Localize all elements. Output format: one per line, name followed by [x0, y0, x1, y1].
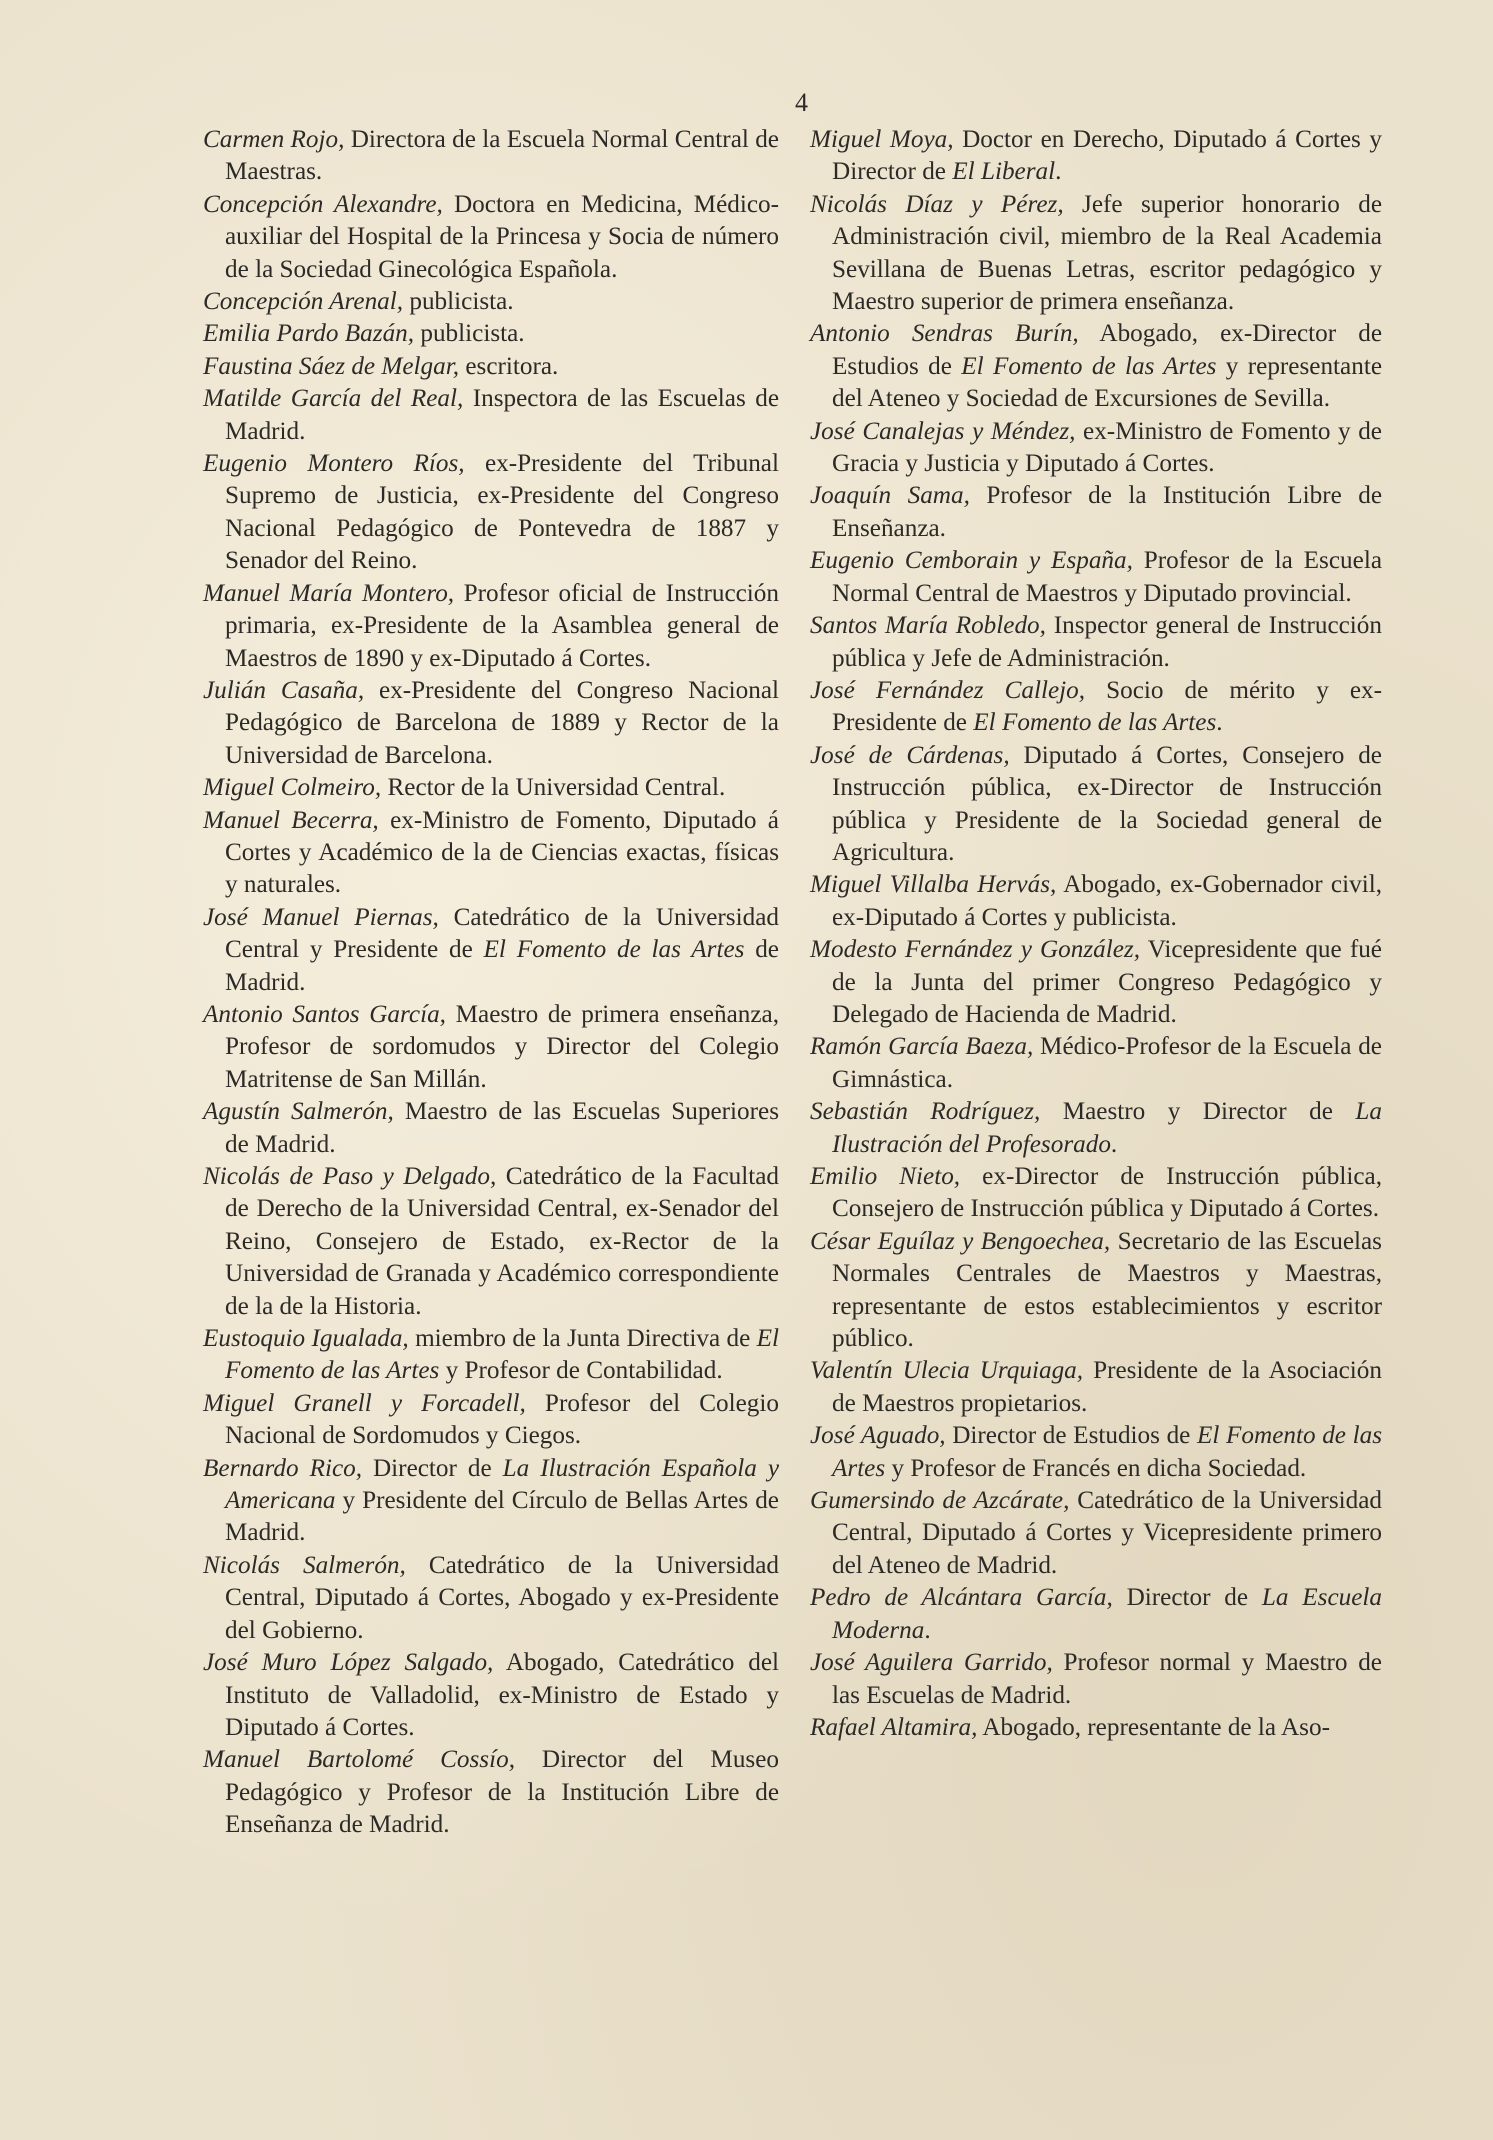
- entry-name: Rafael Altamira,: [810, 1713, 978, 1741]
- entry-text: Profesor oficial de Instrucción primaria, ex-Presidente de la Asamblea general de Maestros de 1890 y ex-Diputado á Cortes.: [225, 579, 779, 672]
- entry-text: Inspector general de Instrucción pública y Jefe de Administración.: [832, 612, 1382, 672]
- entry-name: Nicolás Salmerón,: [203, 1551, 406, 1579]
- entry: [203, 318, 779, 350]
- entry-name: José Fernández Callejo,: [810, 676, 1086, 704]
- entry-text: Catedrático de la Universidad Central, Diputado á Cortes, Abogado y ex-Presidente del Gobierno.: [225, 1551, 779, 1644]
- entry: [203, 1096, 779, 1161]
- entry-text: Abogado, Catedrático del Instituto de Valladolid, ex-Ministro de Estado y Diputado á Cortes.: [225, 1649, 779, 1741]
- entry: [203, 1744, 779, 1841]
- entry: [203, 902, 779, 999]
- entry-name: Manuel Bartolomé Cossío,: [203, 1746, 515, 1774]
- entry-name: Emilio Nieto,: [810, 1163, 961, 1190]
- entry-text: Vicepresidente que fué de la Junta del primer Congreso Pedagógico y Delegado de Hacienda de Madrid.: [832, 936, 1382, 1028]
- entry-text: ex-Ministro de Fomento y de Gracia y Justicia y Diputado á Cortes.: [832, 417, 1382, 478]
- entry-text: Doctor en Derecho, Diputado á Cortes y Director de: [832, 126, 1382, 186]
- entry-name: Carmen Rojo,: [203, 126, 345, 153]
- left-column: [203, 124, 779, 1842]
- entry-text: Maestro de las Escuelas Superiores de Madrid.: [225, 1098, 779, 1158]
- entry: [203, 1161, 779, 1323]
- entry-name: Miguel Moya,: [810, 126, 954, 153]
- entry: [203, 1453, 779, 1550]
- entry-text-tail: .: [1216, 709, 1223, 737]
- entry-text-tail: y Presidente del Círculo de Bellas Artes de Madrid.: [225, 1487, 779, 1547]
- entry: [810, 189, 1382, 319]
- entry-text: Profesor de la Institución Libre de Enseñanza.: [832, 482, 1383, 542]
- entry-text-tail: de Madrid.: [225, 936, 779, 996]
- entry: [203, 1388, 779, 1453]
- entry: [810, 1647, 1382, 1712]
- entry-name: Manuel Becerra,: [203, 806, 379, 834]
- entry-text-tail: .: [1110, 1130, 1118, 1158]
- entry-name: José Aguado,: [810, 1422, 946, 1450]
- entry: [810, 934, 1382, 1031]
- entry-name: Agustín Salmerón,: [203, 1098, 394, 1126]
- entry-name: Miguel Villalba Hervás,: [810, 871, 1057, 899]
- entry-text-tail: y Profesor de Contabilidad.: [439, 1357, 723, 1385]
- entry: [203, 351, 779, 383]
- entry: [810, 1420, 1382, 1485]
- entry-text: ex-Ministro de Fomento, Diputado á Cortes y Académico de la de Ciencias exactas, físicas y naturales.: [225, 806, 779, 899]
- entry-publication-title: La Escuela Moderna: [832, 1584, 1382, 1644]
- entry: [810, 1096, 1382, 1161]
- entry-text: Maestro y Director de: [1040, 1098, 1356, 1126]
- entry-publication-title: El Fomento de las Artes: [832, 1422, 1382, 1482]
- entry-text: Profesor de la Escuela Normal Central de Maestros y Diputado provincial.: [832, 547, 1382, 607]
- entry-name: Pedro de Alcántara García,: [810, 1584, 1113, 1612]
- entry: [810, 1161, 1382, 1226]
- page-number: 4: [795, 88, 808, 117]
- entry-text-tail: y representante del Ateneo y Sociedad de Excursiones de Sevilla.: [832, 352, 1382, 413]
- entry-text: Doctora en Medicina, Médico-auxiliar del Hospital de la Princesa y Socia de número de la Sociedad Ginecológica Española.: [225, 190, 780, 283]
- entry-text: Catedrático de la Facultad de Derecho de la Universidad Central, ex-Senador del Reino, Consejero de Estado, ex-Rector de la Universidad de Granada y Académico correspondiente de la de la Historia.: [225, 1163, 779, 1320]
- entry-name: César Eguílaz y Bengoechea,: [810, 1227, 1111, 1255]
- entry: [810, 869, 1382, 934]
- entry-text-tail: y Profesor de Francés en dicha Sociedad.: [885, 1454, 1307, 1482]
- entry-name: Eugenio Cemborain y España,: [810, 547, 1133, 575]
- entry: [203, 383, 779, 448]
- entry: [810, 1226, 1382, 1356]
- entry-text: Abogado, ex-Gobernador civil, ex-Diputado á Cortes y publicista.: [832, 871, 1382, 931]
- entry-text: ex-Director de Instrucción pública, Consejero de Instrucción pública y Diputado á Cortes.: [832, 1163, 1382, 1223]
- entry-name: Sebastián Rodríguez,: [810, 1098, 1041, 1126]
- entry-name: Miguel Colmeiro,: [203, 774, 382, 802]
- entry-text: publicista.: [414, 320, 525, 348]
- entry-name: Concepción Arenal,: [203, 288, 404, 316]
- entry-name: Manuel María Montero,: [203, 579, 455, 607]
- entry: [810, 480, 1382, 545]
- entry-publication-title: La Ilustración del Profesorado: [832, 1098, 1382, 1158]
- entry: [810, 124, 1382, 189]
- entry: [810, 1582, 1382, 1647]
- entry: [810, 675, 1382, 740]
- entry-text: Profesor del Colegio Nacional de Sordomudos y Ciegos.: [225, 1389, 779, 1450]
- entry: [203, 189, 779, 286]
- entry-text: Diputado á Cortes, Consejero de Instrucción pública, ex-Director de Instrucción pública y Presidente de la Sociedad general de Agricultura.: [832, 741, 1382, 866]
- entry-name: Ramón García Baeza,: [810, 1033, 1034, 1061]
- entry-name: Faustina Sáez de Melgar,: [203, 352, 460, 380]
- entry-text: Catedrático de la Universidad Central, Diputado á Cortes y Vicepresidente primero del Ateneo de Madrid.: [832, 1487, 1382, 1579]
- entry-text: publicista.: [403, 288, 514, 316]
- entry-text: Jefe superior honorario de Administración civil, miembro de la Real Academia Sevillana de Buenas Letras, escritor pedagógico y Maestro superior de primera enseñanza.: [832, 190, 1383, 316]
- entry: [810, 1712, 1382, 1744]
- entry-name: Miguel Granell y Forcadell,: [203, 1389, 526, 1417]
- entry: [203, 1323, 779, 1388]
- entry-publication-title: El Fomento de las Artes: [961, 352, 1217, 380]
- right-column: [810, 124, 1382, 1744]
- entry-text: Director del Museo Pedagógico y Profesor de la Institución Libre de Enseñanza de Madrid.: [225, 1746, 779, 1839]
- entry: [810, 610, 1382, 675]
- entry-name: Julián Casaña,: [203, 676, 365, 704]
- entry-publication-title: El Fomento de las Artes: [483, 936, 745, 964]
- entry: [203, 124, 779, 189]
- entry-text: Abogado, ex-Director de Estudios de: [832, 320, 1382, 380]
- entry-name: Gumersindo de Azcárate,: [810, 1487, 1070, 1515]
- entry-text: Presidente de la Asociación de Maestros propietarios.: [832, 1357, 1382, 1417]
- entry-text: miembro de la Junta Directiva de: [408, 1325, 757, 1353]
- entry: [203, 999, 779, 1096]
- entry: [810, 1031, 1382, 1096]
- entry-name: Concepción Alexandre,: [203, 190, 443, 218]
- entry-name: Modesto Fernández y González,: [810, 936, 1141, 964]
- entry-text: Abogado, representante de la Aso-: [977, 1713, 1330, 1741]
- entry: [203, 1647, 779, 1744]
- entry-name: José Canalejas y Méndez,: [810, 417, 1076, 445]
- entry: [203, 286, 779, 318]
- entry-text: Director de: [1112, 1584, 1262, 1612]
- entry-publication-title: El Fomento de las Artes: [973, 709, 1217, 737]
- entry-publication-title: El Liberal: [952, 158, 1056, 186]
- entry: [203, 578, 779, 675]
- entry-name: José de Cárdenas,: [810, 741, 1010, 769]
- entry-text: Socio de mérito y ex-Presidente de: [832, 676, 1383, 737]
- entry-text: Director de: [362, 1454, 503, 1482]
- entry-name: Santos María Robledo,: [810, 612, 1046, 640]
- entry-text: Directora de la Escuela Normal Central de Maestras.: [225, 126, 779, 186]
- entry-text: ex-Presidente del Congreso Nacional Pedagógico de Barcelona de 1889 y Rector de la Universidad de Barcelona.: [225, 676, 779, 769]
- entry: [203, 772, 779, 804]
- entry-text: Director de Estudios de: [945, 1422, 1197, 1450]
- entry-text: Secretario de las Escuelas Normales Centrales de Maestros y Maestras, representante de estos establecimientos y escritor público.: [832, 1227, 1382, 1353]
- entry-name: José Aguilera Garrido,: [810, 1649, 1053, 1677]
- entry: [810, 1485, 1382, 1582]
- entry: [203, 675, 779, 772]
- entry: [810, 416, 1382, 481]
- entry-publication-title: La Ilustración Española y Americana: [225, 1454, 779, 1515]
- entry-name: Eustoquio Igualada,: [203, 1325, 409, 1353]
- entry-publication-title: El Fomento de las Artes: [225, 1325, 779, 1385]
- entry-text: Rector de la Universidad Central.: [381, 774, 726, 802]
- entry-name: Antonio Sendras Burín,: [810, 320, 1079, 348]
- entry-text: Inspectora de las Escuelas de Madrid.: [225, 385, 779, 445]
- entry-text: Catedrático de la Universidad Central y Presidente de: [225, 903, 779, 964]
- entry-text: Profesor normal y Maestro de las Escuelas de Madrid.: [832, 1649, 1382, 1709]
- entry: [810, 545, 1382, 610]
- entry-text: ex-Presidente del Tribunal Supremo de Justicia, ex-Presidente del Congreso Nacional Pedagógico de Pontevedra de 1887 y Senador del Reino.: [225, 450, 779, 575]
- entry: [203, 448, 779, 578]
- entry-name: Emilia Pardo Bazán,: [203, 320, 415, 348]
- entry-text: Maestro de primera enseñanza, Profesor de sordomudos y Director del Colegio Matritense de San Millán.: [225, 1000, 779, 1093]
- entry: [203, 1550, 779, 1647]
- entry-name: Nicolás de Paso y Delgado,: [203, 1163, 497, 1190]
- entry-text-tail: .: [924, 1616, 931, 1644]
- entry-name: Joaquín Sama,: [810, 482, 970, 510]
- entry-name: Bernardo Rico,: [203, 1454, 363, 1482]
- entry-text: Médico-Profesor de la Escuela de Gimnástica.: [832, 1033, 1382, 1093]
- entry-name: Eugenio Montero Ríos,: [203, 450, 465, 478]
- entry-name: Nicolás Díaz y Pérez,: [810, 190, 1064, 218]
- entry: [810, 318, 1382, 415]
- entry-name: José Muro López Salgado,: [203, 1649, 494, 1677]
- entry-text-tail: .: [1055, 158, 1062, 186]
- entry-name: Matilde García del Real,: [203, 385, 464, 413]
- entry: [810, 740, 1382, 870]
- entry-name: Antonio Santos García,: [203, 1000, 446, 1028]
- entry-name: José Manuel Piernas,: [203, 903, 439, 931]
- entry: [810, 1355, 1382, 1420]
- entry-text: escritora.: [459, 352, 559, 380]
- entry-name: Valentín Ulecia Urquiaga,: [810, 1357, 1084, 1385]
- entry: [203, 805, 779, 902]
